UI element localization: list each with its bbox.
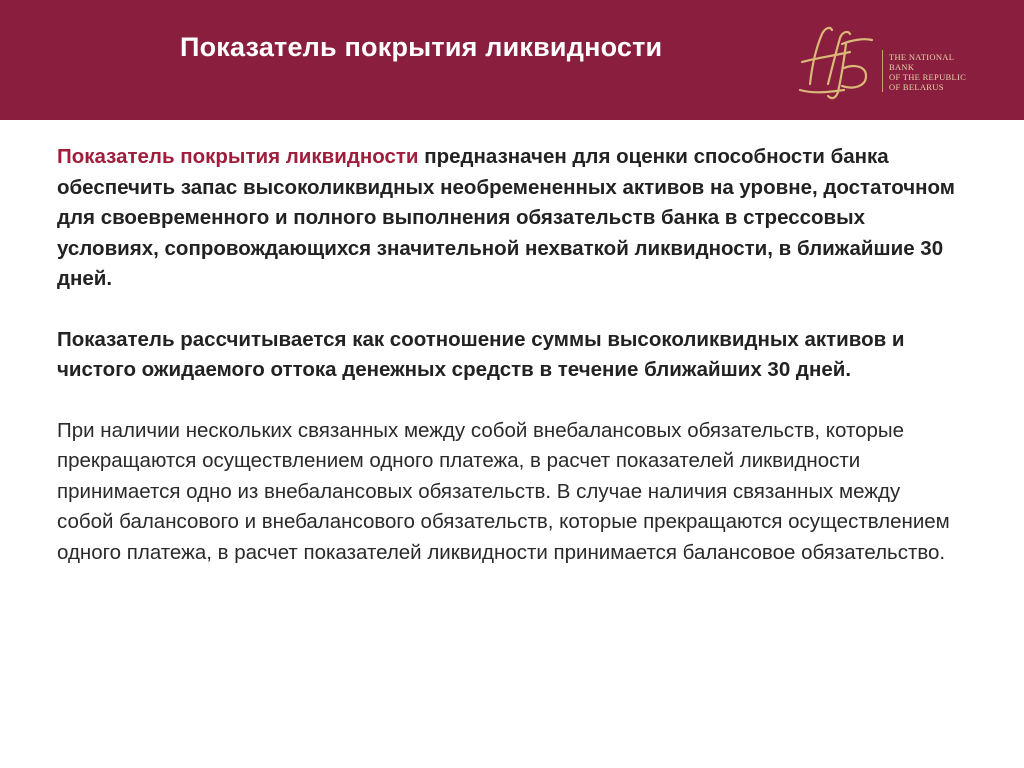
header-bar — [0, 0, 1024, 120]
logo-text — [889, 52, 966, 92]
paragraph-calculation: Показатель рассчитывается как соотношение суммы высоколиквидных активов и чистого ожидаемого оттока денежных средств в течение ближайших 30 дней. — [57, 327, 905, 381]
definition-text: предназначен для оценки способности банка обеспечить запас высоколиквидных необремененных активов на уровне, достаточном для своевременного и полного выполнения обязательств банка в стрессовых условиях, сопровождающихся значительной нехваткой ликвидности, в ближайшие 30 дней. — [57, 145, 955, 290]
paragraph-rule: При наличии нескольких связанных между собой внебалансовых обязательств, которые прекращаются осуществлением одного платежа, в расчет показателей ликвидности принимается одно из внебалансовых обязательств. В случае наличия связанных между собой балансового и внебалансового обязательств, которые прекращаются осуществлением одного платежа, в расчет показателей ликвидности принимается балансовое обязательство. — [57, 418, 950, 564]
term-highlight: Показатель покрытия ликвидности — [57, 145, 419, 168]
content — [57, 142, 957, 568]
paragraph-definition — [57, 142, 957, 295]
logo-text-line-3: OF THE REPUBLIC — [889, 72, 967, 82]
logo-text-line-2: BANK — [889, 62, 915, 72]
logo-text-line-1: THE NATIONAL — [889, 52, 955, 62]
logo-divider — [882, 50, 883, 92]
page-title: Показатель покрытия ликвидности — [180, 32, 663, 62]
nb-monogram-logo-icon — [792, 22, 878, 102]
bank-logo — [792, 22, 992, 102]
logo-text-line-4: OF BELARUS — [889, 82, 944, 92]
